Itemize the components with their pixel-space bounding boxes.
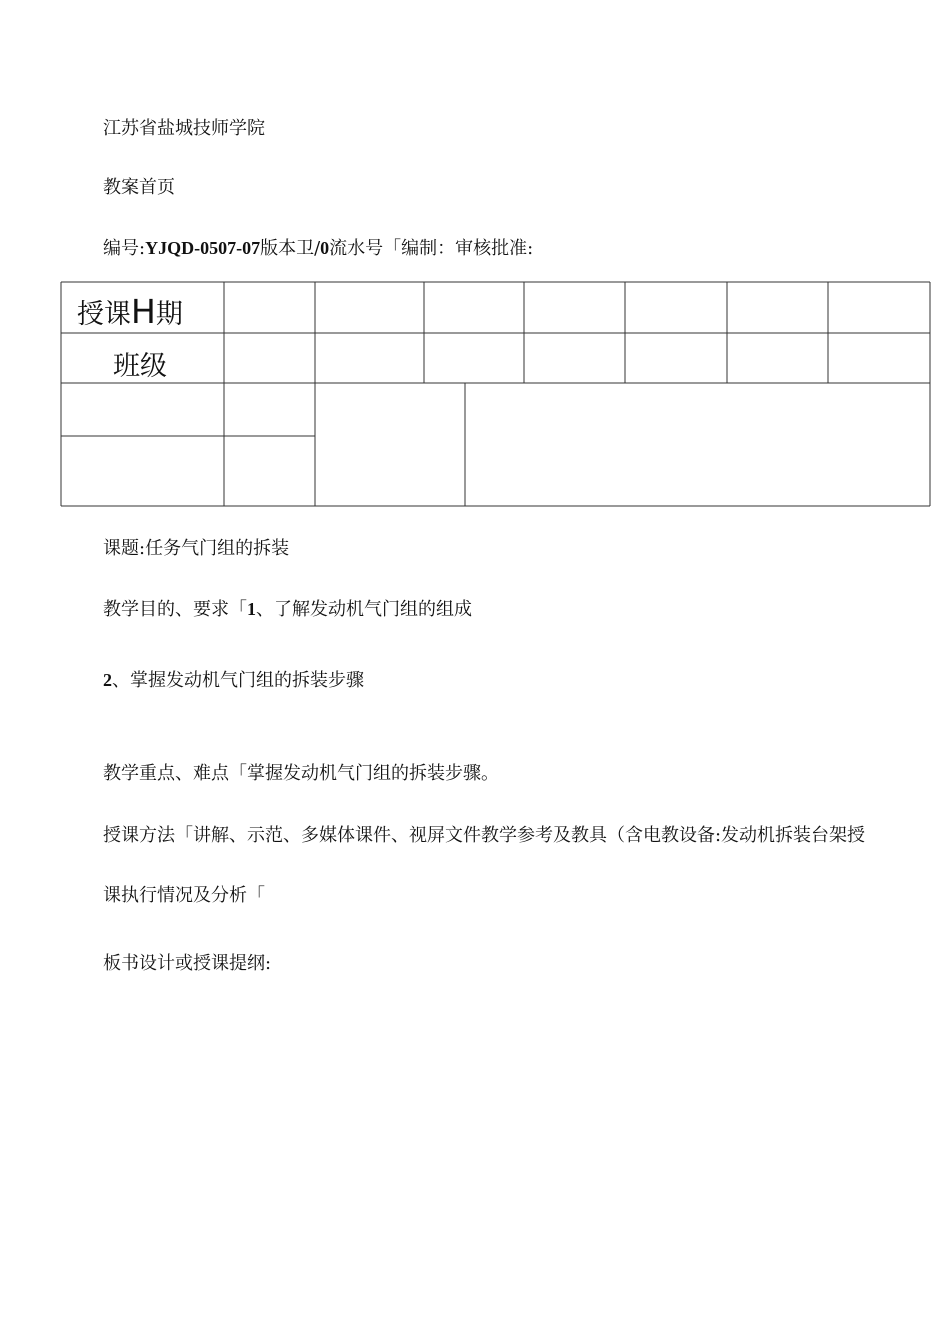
teaching-goal-1: 教学目的、要求「1、了解发动机气门组的组成 (103, 599, 472, 620)
table-label-class: 班级 (113, 351, 167, 382)
teaching-focus: 教学重点、难点「掌握发动机气门组的拆装步骤。 (103, 763, 499, 784)
version-label: 版本卫/ (260, 238, 321, 259)
board-design: 板书设计或授课提纲: (103, 953, 272, 974)
teaching-method: 授课方法「讲解、示范、多媒体课件、视屏文件教学参考及教具（含电教设备:发动机拆装台架授 (103, 825, 866, 846)
meta-rest: 流水号「编制：审核批准: (329, 238, 534, 259)
code-label: 编号: (103, 238, 146, 259)
teaching-goal-2: 2、掌握发动机气门组的拆装步骤 (103, 670, 364, 691)
institution-name: 江苏省盐城技师学院 (103, 118, 265, 139)
execution-analysis: 课执行情况及分析「 (103, 885, 265, 906)
code-value: YJQD-0507-07 (145, 238, 261, 258)
table-label-lesson-date: 授课H期 (77, 292, 183, 331)
version-value: 0 (320, 238, 330, 258)
lesson-info-table (0, 0, 950, 520)
lesson-topic: 课题:任务气门组的拆装 (103, 538, 290, 559)
document-title: 教案首页 (103, 177, 175, 198)
